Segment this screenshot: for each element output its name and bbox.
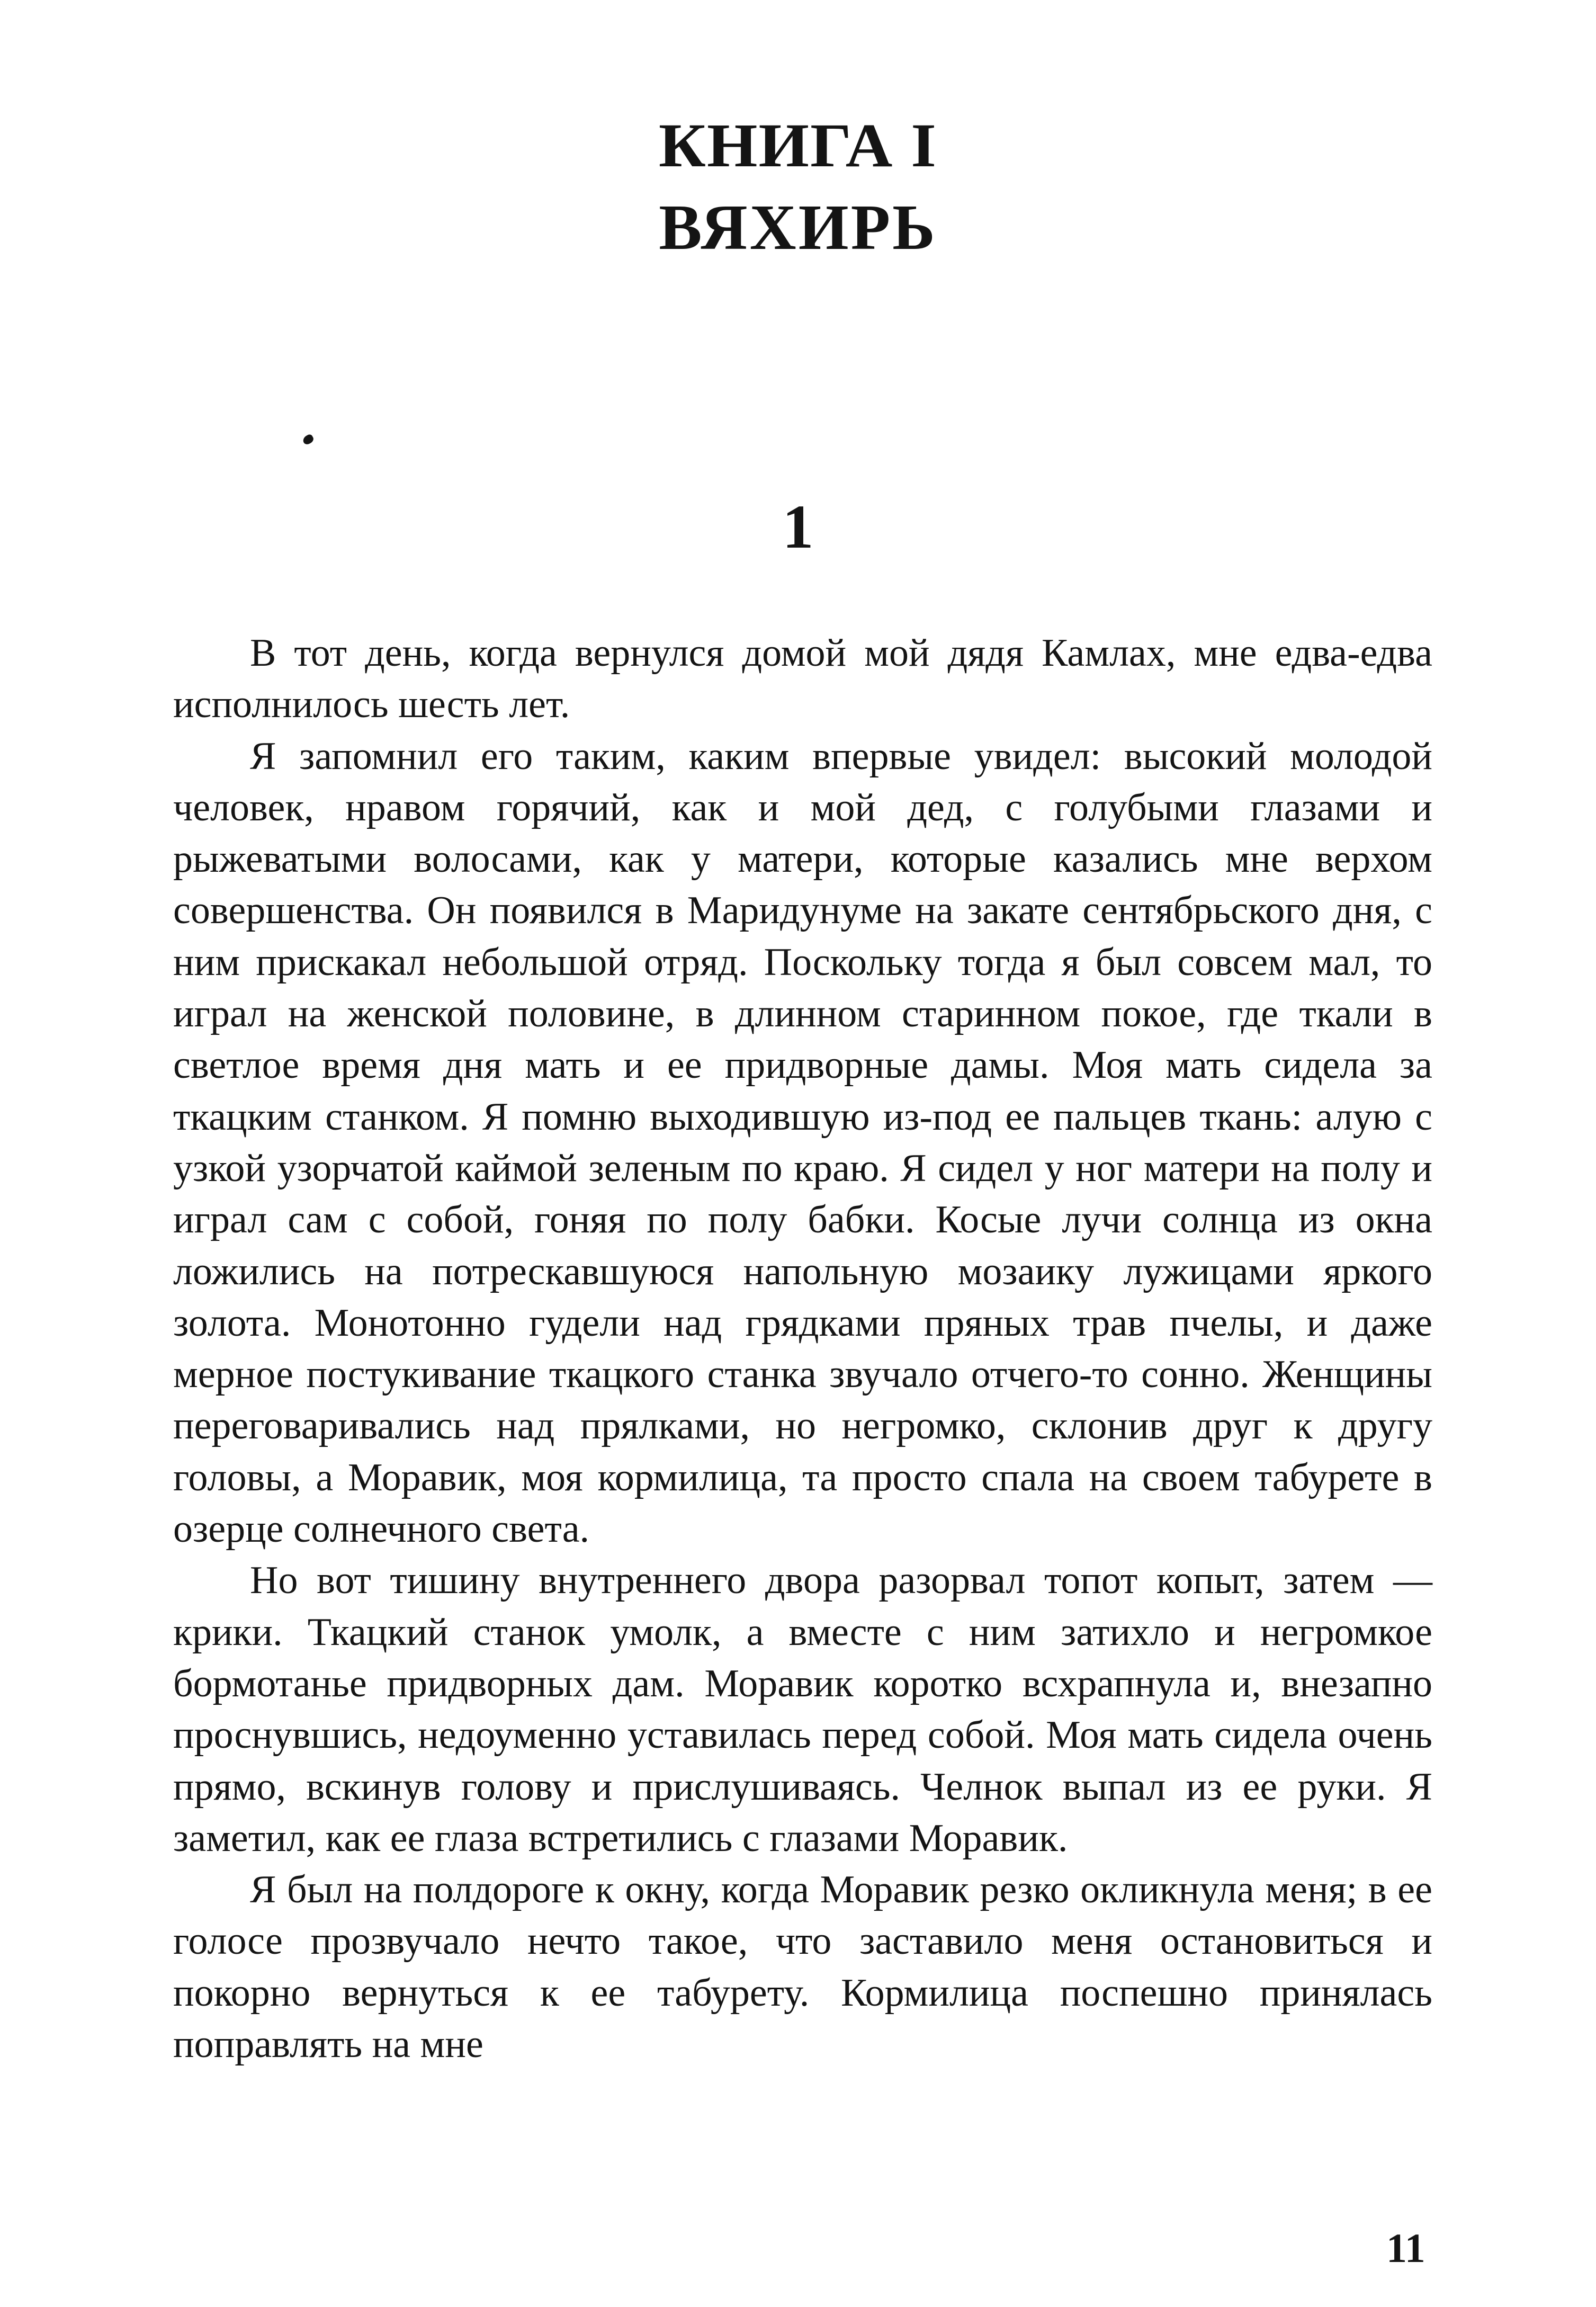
page-number: 11	[1386, 2225, 1425, 2271]
paragraph-1: В тот день, когда вернулся домой мой дядя Камлах, мне едва-едва исполнилось шесть лет.	[173, 631, 1432, 727]
book-title: КНИГА I	[658, 111, 938, 180]
paragraph-2: Я запомнил его таким, каким впервые увидел: высокий молодой человек, нравом горячий, как и мой дед, с голубыми глазами и рыжеватыми волосами, как у матери, которые казались мне верхом совершенства. Он появился в Маридунуме на закате сентябрьского дня, с ним прискакал небольшой отряд. Поскольку тогда я был совсем мал, то играл на женской половине, в длинном старинном покое, где ткали в светлое время дня мать и ее придворные дамы. Моя мать сидела за ткацким станком. Я помню выходившую из-под ее пальцев ткань: алую с узкой узорчатой каймой зеленым по краю. Я сидел у ног матери на полу и играл сам с собой, гоняя по полу бабки. Косые лучи солнца из окна ложились на потрескавшуюся напольную мозаику лужицами яркого золота. Монотонно гудели над грядками пряных трав пчелы, и даже мерное постукивание ткацкого станка звучало отчего-то сонно. Женщины переговаривались над прялками, но негромко, склонив друг к другу головы, а Моравик, моя кормилица, та просто спала на своем табурете в озерце солнечного света.	[173, 734, 1432, 1551]
chapter-text	[173, 628, 1432, 2070]
book-subtitle: ВЯХИРЬ	[659, 192, 937, 263]
chapter-number: 1	[782, 492, 814, 561]
ink-speck	[301, 433, 315, 446]
paragraph-4: Я был на полдороге к окну, когда Моравик резко окликнула меня; в ее голосе прозвучало нечто такое, что заставило меня остановиться и покорно вернуться к ее табурету. Кормилица поспешно принялась поправлять на мне	[173, 1868, 1432, 2067]
paragraph-3: Но вот тишину внутреннего двора разорвал топот копыт, затем — крики. Ткацкий станок умолк, а вместе с ним затихло и негромкое бормотанье придворных дам. Моравик коротко всхрапнула и, внезапно проснувшись, недоуменно уставилась перед собой. Моя мать сидела очень прямо, вскинув голову и прислушиваясь. Челнок выпал из ее руки. Я заметил, как ее глаза встретились с глазами Моравик.	[173, 1559, 1432, 1860]
